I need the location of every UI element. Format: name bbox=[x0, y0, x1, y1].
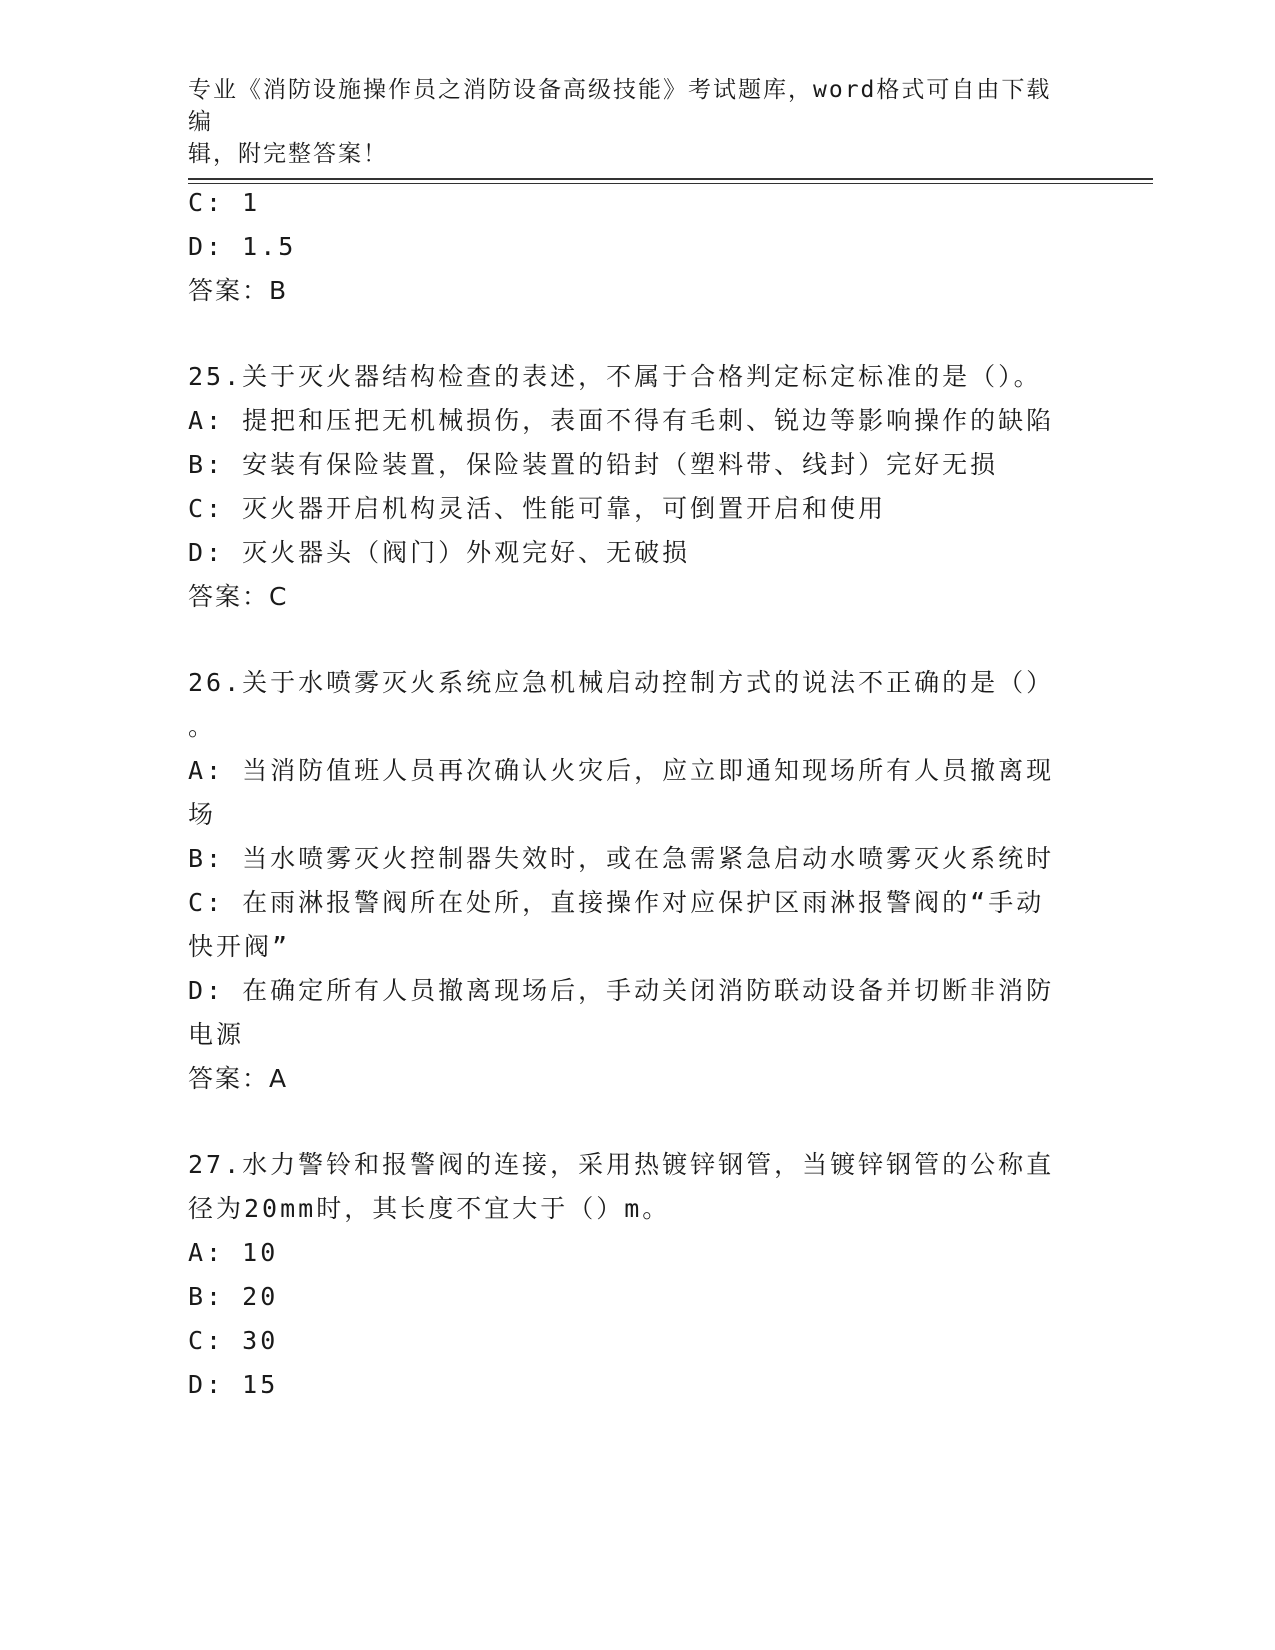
prev-option-d: D: 1.5 bbox=[188, 232, 297, 261]
q26-stem-line-2: 。 bbox=[188, 712, 217, 741]
q26-option-c-line-1: C: 在雨淋报警阀所在处所，直接操作对应保护区雨淋报警阀的“手动 bbox=[188, 888, 1045, 917]
q26-option-c-line-2: 快开阀” bbox=[188, 932, 291, 961]
header-line-2: 辑，附完整答案！ bbox=[188, 141, 388, 167]
header-line-1: 专业《消防设施操作员之消防设备高级技能》考试题库，word格式可自由下载编 bbox=[188, 77, 1052, 135]
q27-stem-line-1: 27.水力警铃和报警阀的连接，采用热镀锌钢管，当镀锌钢管的公称直 bbox=[188, 1150, 1055, 1179]
q26-option-d-line-1: D: 在确定所有人员撤离现场后，手动关闭消防联动设备并切断非消防 bbox=[188, 976, 1055, 1005]
q25-option-a: A: 提把和压把无机械损伤，表面不得有毛刺、锐边等影响操作的缺陷 bbox=[188, 406, 1055, 435]
q26-answer: 答案：A bbox=[188, 1064, 289, 1093]
q26-option-a-line-2: 场 bbox=[188, 800, 217, 829]
q25-option-c: C: 灭火器开启机构灵活、性能可靠，可倒置开启和使用 bbox=[188, 494, 887, 523]
q27-option-d: D: 15 bbox=[188, 1370, 279, 1399]
prev-answer: 答案：B bbox=[188, 276, 289, 305]
q27-option-a: A: 10 bbox=[188, 1238, 279, 1267]
q26-option-b: B: 当水喷雾灭火控制器失效时，或在急需紧急启动水喷雾灭火系统时 bbox=[188, 844, 1055, 873]
q26-stem-line-1: 26.关于水喷雾灭火系统应急机械启动控制方式的说法不正确的是（） bbox=[188, 668, 1055, 697]
prev-option-c: C: 1 bbox=[188, 188, 261, 217]
header-divider bbox=[188, 178, 1153, 180]
header-divider-thin bbox=[188, 183, 1153, 184]
q26-option-a-line-1: A: 当消防值班人员再次确认火灾后，应立即通知现场所有人员撤离现 bbox=[188, 756, 1055, 785]
q27-option-b: B: 20 bbox=[188, 1282, 279, 1311]
q25-option-b: B: 安装有保险装置，保险装置的铅封（塑料带、线封）完好无损 bbox=[188, 450, 999, 479]
q27-stem-line-2: 径为20mm时，其长度不宜大于（）m。 bbox=[188, 1194, 671, 1223]
q25-answer: 答案：C bbox=[188, 582, 289, 611]
q26-option-d-line-2: 电源 bbox=[188, 1020, 245, 1049]
q27-option-c: C: 30 bbox=[188, 1326, 279, 1355]
q25-option-d: D: 灭火器头（阀门）外观完好、无破损 bbox=[188, 538, 691, 567]
q25-stem: 25.关于灭火器结构检查的表述，不属于合格判定标定标准的是（）。 bbox=[188, 362, 1042, 391]
document-header bbox=[188, 74, 1068, 170]
